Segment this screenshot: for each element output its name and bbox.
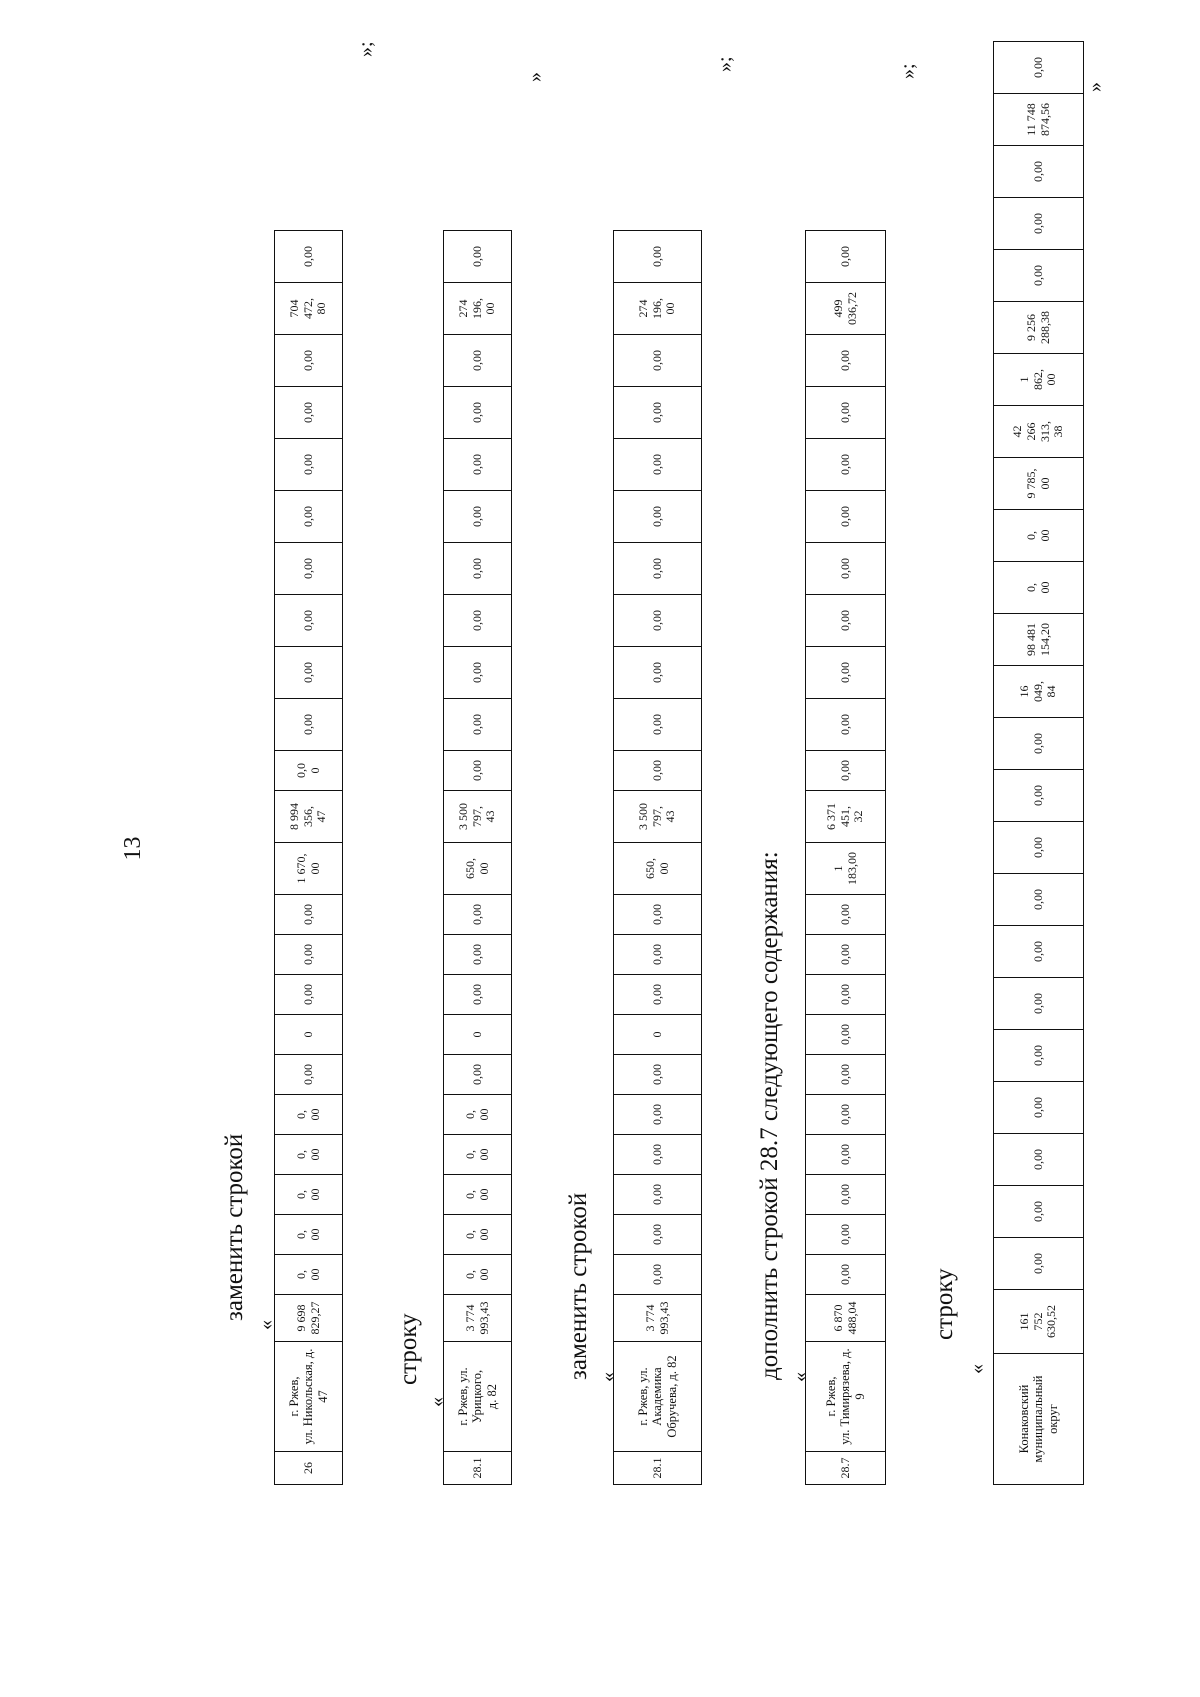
value-cell: 0 bbox=[614, 1015, 702, 1055]
value-cell: 0,00 bbox=[806, 647, 886, 699]
value-cell: 0,00 bbox=[444, 335, 512, 387]
value-cell: 0,00 bbox=[994, 978, 1084, 1030]
value-cell: 0,00 bbox=[994, 1238, 1084, 1290]
value-cell: 0,00 bbox=[444, 699, 512, 751]
value-cell: 16 049, 84 bbox=[994, 666, 1084, 718]
value-cell: 0, 00 bbox=[444, 1215, 512, 1255]
value-cell: 0, 00 bbox=[275, 1175, 343, 1215]
value-cell: 0,00 bbox=[275, 491, 343, 543]
instruction-text: заменить строкой bbox=[565, 1192, 592, 1380]
value-cell: 0,00 bbox=[806, 439, 886, 491]
value-cell: 0,00 bbox=[614, 751, 702, 791]
value-cell: 0,00 bbox=[614, 1175, 702, 1215]
value-cell: 0, 00 bbox=[275, 1095, 343, 1135]
table-row bbox=[275, 231, 343, 1485]
value-cell: 274 196, 00 bbox=[614, 283, 702, 335]
value-cell: 0,00 bbox=[994, 42, 1084, 94]
value-cell: 0,00 bbox=[444, 231, 512, 283]
value-cell: 9 698 829,27 bbox=[275, 1295, 343, 1342]
value-cell: 0,00 bbox=[275, 975, 343, 1015]
value-cell: 0,00 bbox=[994, 250, 1084, 302]
value-cell: 9 785, 00 bbox=[994, 458, 1084, 510]
value-cell: 0,00 bbox=[806, 1015, 886, 1055]
value-cell: 0,00 bbox=[275, 595, 343, 647]
value-cell: 0,00 bbox=[806, 491, 886, 543]
value-cell: 0,00 bbox=[275, 387, 343, 439]
table-row bbox=[444, 231, 512, 1485]
value-cell: 0,00 bbox=[806, 335, 886, 387]
value-cell: 704 472, 80 bbox=[275, 283, 343, 335]
data-table bbox=[613, 230, 702, 1485]
value-cell: 42 266 313, 38 bbox=[994, 406, 1084, 458]
row-number-cell: 28.1 bbox=[614, 1452, 702, 1485]
value-cell: 0,00 bbox=[614, 1135, 702, 1175]
opening-quote: « bbox=[597, 1372, 619, 1382]
value-cell: 0,00 bbox=[806, 1175, 886, 1215]
address-cell: г. Ржев, ул. Академика Обручева, д. 82 bbox=[614, 1342, 702, 1452]
value-cell: 274 196, 00 bbox=[444, 283, 512, 335]
value-cell: 3 500 797, 43 bbox=[614, 791, 702, 843]
value-cell: 0,00 bbox=[806, 1215, 886, 1255]
opening-quote: « bbox=[255, 1320, 277, 1330]
instruction-text: строку bbox=[931, 1268, 958, 1340]
value-cell: 0,00 bbox=[994, 926, 1084, 978]
table-row bbox=[614, 231, 702, 1485]
value-cell: 6 371 451, 32 bbox=[806, 791, 886, 843]
value-cell: 0, 00 bbox=[444, 1255, 512, 1295]
value-cell: 0,00 bbox=[806, 231, 886, 283]
value-cell: 0,00 bbox=[614, 1095, 702, 1135]
value-cell: 0,00 bbox=[994, 146, 1084, 198]
value-cell: 0,00 bbox=[994, 1134, 1084, 1186]
closing-quote: » bbox=[524, 72, 546, 82]
value-cell: 0,00 bbox=[806, 699, 886, 751]
value-cell: 11 748 874,56 bbox=[994, 94, 1084, 146]
value-cell: 3 774 993,43 bbox=[614, 1295, 702, 1342]
row-number-cell: 28.1 bbox=[444, 1452, 512, 1485]
value-cell: 0,00 bbox=[806, 935, 886, 975]
value-cell: 0,00 bbox=[614, 439, 702, 491]
value-cell: 0,00 bbox=[444, 1055, 512, 1095]
value-cell: 0,00 bbox=[806, 1255, 886, 1295]
value-cell: 0,00 bbox=[994, 198, 1084, 250]
value-cell: 0,00 bbox=[994, 770, 1084, 822]
value-cell: 0,0 0 bbox=[275, 751, 343, 791]
value-cell: 650, 00 bbox=[614, 843, 702, 895]
value-cell: 0,00 bbox=[444, 439, 512, 491]
value-cell: 0,00 bbox=[614, 491, 702, 543]
address-cell: г. Ржев, ул. Тимирязева, д. 9 bbox=[806, 1342, 886, 1452]
closing-quote: »; bbox=[355, 41, 377, 57]
value-cell: 0,00 bbox=[275, 1055, 343, 1095]
value-cell: 1 183,00 bbox=[806, 843, 886, 895]
value-cell: 0,00 bbox=[806, 1095, 886, 1135]
value-cell: 1 862, 00 bbox=[994, 354, 1084, 406]
table-row bbox=[806, 231, 886, 1485]
table-row bbox=[994, 42, 1084, 1485]
address-cell: г. Ржев, ул. Никольская, д. 47 bbox=[275, 1342, 343, 1452]
instruction-text: строку bbox=[395, 1313, 422, 1385]
data-table bbox=[443, 230, 512, 1485]
data-table bbox=[805, 230, 886, 1485]
value-cell: 0,00 bbox=[614, 595, 702, 647]
value-cell: 0,00 bbox=[614, 895, 702, 935]
value-cell: 0,00 bbox=[275, 335, 343, 387]
value-cell: 3 774 993,43 bbox=[444, 1295, 512, 1342]
value-cell: 0,00 bbox=[994, 1186, 1084, 1238]
value-cell: 6 870 488,04 bbox=[806, 1295, 886, 1342]
value-cell: 3 500 797, 43 bbox=[444, 791, 512, 843]
value-cell: 0,00 bbox=[614, 231, 702, 283]
value-cell: 0,00 bbox=[994, 1082, 1084, 1134]
value-cell: 0,00 bbox=[275, 895, 343, 935]
value-cell: 161 752 630,52 bbox=[994, 1290, 1084, 1354]
value-cell: 98 481 154,20 bbox=[994, 614, 1084, 666]
value-cell: 0,00 bbox=[444, 647, 512, 699]
value-cell: 9 256 288,38 bbox=[994, 302, 1084, 354]
opening-quote: « bbox=[789, 1372, 811, 1382]
value-cell: 0,00 bbox=[444, 751, 512, 791]
value-cell: 0,00 bbox=[806, 543, 886, 595]
value-cell: 0,00 bbox=[614, 1055, 702, 1095]
row-number-cell: 26 bbox=[275, 1452, 343, 1485]
value-cell: 0,00 bbox=[806, 387, 886, 439]
value-cell: 0,00 bbox=[275, 647, 343, 699]
value-cell: 0,00 bbox=[614, 975, 702, 1015]
value-cell: 0, 00 bbox=[275, 1255, 343, 1295]
instruction-text: дополнить строкой 28.7 следующего содержания: bbox=[756, 851, 783, 1380]
value-cell: 0, 00 bbox=[275, 1215, 343, 1255]
page-number: 13 bbox=[120, 836, 146, 861]
value-cell: 0 bbox=[275, 1015, 343, 1055]
value-cell: 0,00 bbox=[275, 699, 343, 751]
value-cell: 0,00 bbox=[444, 387, 512, 439]
row-number-cell: 28.7 bbox=[806, 1452, 886, 1485]
value-cell: 0,00 bbox=[806, 1055, 886, 1095]
value-cell: 0,00 bbox=[275, 543, 343, 595]
value-cell: 0,00 bbox=[994, 718, 1084, 770]
opening-quote: « bbox=[966, 1364, 988, 1374]
address-cell: Конаковский муниципальный округ bbox=[994, 1354, 1084, 1485]
value-cell: 0,00 bbox=[444, 975, 512, 1015]
address-cell: г. Ржев, ул. Урицкого, д. 82 bbox=[444, 1342, 512, 1452]
value-cell: 0, 00 bbox=[444, 1135, 512, 1175]
value-cell: 0,00 bbox=[806, 751, 886, 791]
value-cell: 0, 00 bbox=[994, 562, 1084, 614]
value-cell: 0,00 bbox=[614, 699, 702, 751]
closing-quote: »; bbox=[714, 56, 736, 72]
value-cell: 0,00 bbox=[614, 1255, 702, 1295]
data-table bbox=[993, 41, 1084, 1485]
value-cell: 0, 00 bbox=[444, 1175, 512, 1215]
value-cell: 0,00 bbox=[275, 231, 343, 283]
value-cell: 0 bbox=[444, 1015, 512, 1055]
value-cell: 0,00 bbox=[444, 491, 512, 543]
closing-quote: »; bbox=[897, 63, 919, 79]
value-cell: 0,00 bbox=[614, 387, 702, 439]
value-cell: 8 994 356, 47 bbox=[275, 791, 343, 843]
value-cell: 0,00 bbox=[806, 595, 886, 647]
opening-quote: « bbox=[426, 1397, 448, 1407]
value-cell: 0, 00 bbox=[275, 1135, 343, 1175]
value-cell: 0,00 bbox=[614, 1215, 702, 1255]
value-cell: 0,00 bbox=[614, 935, 702, 975]
value-cell: 0,00 bbox=[806, 975, 886, 1015]
instruction-text: заменить строкой bbox=[221, 1133, 248, 1321]
value-cell: 0,00 bbox=[806, 895, 886, 935]
value-cell: 0, 00 bbox=[994, 510, 1084, 562]
closing-quote: » bbox=[1084, 82, 1106, 92]
value-cell: 0,00 bbox=[275, 935, 343, 975]
value-cell: 0,00 bbox=[994, 1030, 1084, 1082]
value-cell: 0,00 bbox=[444, 895, 512, 935]
data-table bbox=[274, 230, 343, 1485]
value-cell: 0,00 bbox=[444, 543, 512, 595]
value-cell: 499 036,72 bbox=[806, 283, 886, 335]
value-cell: 0, 00 bbox=[444, 1095, 512, 1135]
value-cell: 0,00 bbox=[994, 822, 1084, 874]
value-cell: 0,00 bbox=[444, 935, 512, 975]
value-cell: 0,00 bbox=[614, 335, 702, 387]
value-cell: 0,00 bbox=[614, 647, 702, 699]
value-cell: 0,00 bbox=[614, 543, 702, 595]
value-cell: 0,00 bbox=[275, 439, 343, 491]
value-cell: 650, 00 bbox=[444, 843, 512, 895]
value-cell: 0,00 bbox=[994, 874, 1084, 926]
value-cell: 0,00 bbox=[444, 595, 512, 647]
value-cell: 0,00 bbox=[806, 1135, 886, 1175]
value-cell: 1 670, 00 bbox=[275, 843, 343, 895]
